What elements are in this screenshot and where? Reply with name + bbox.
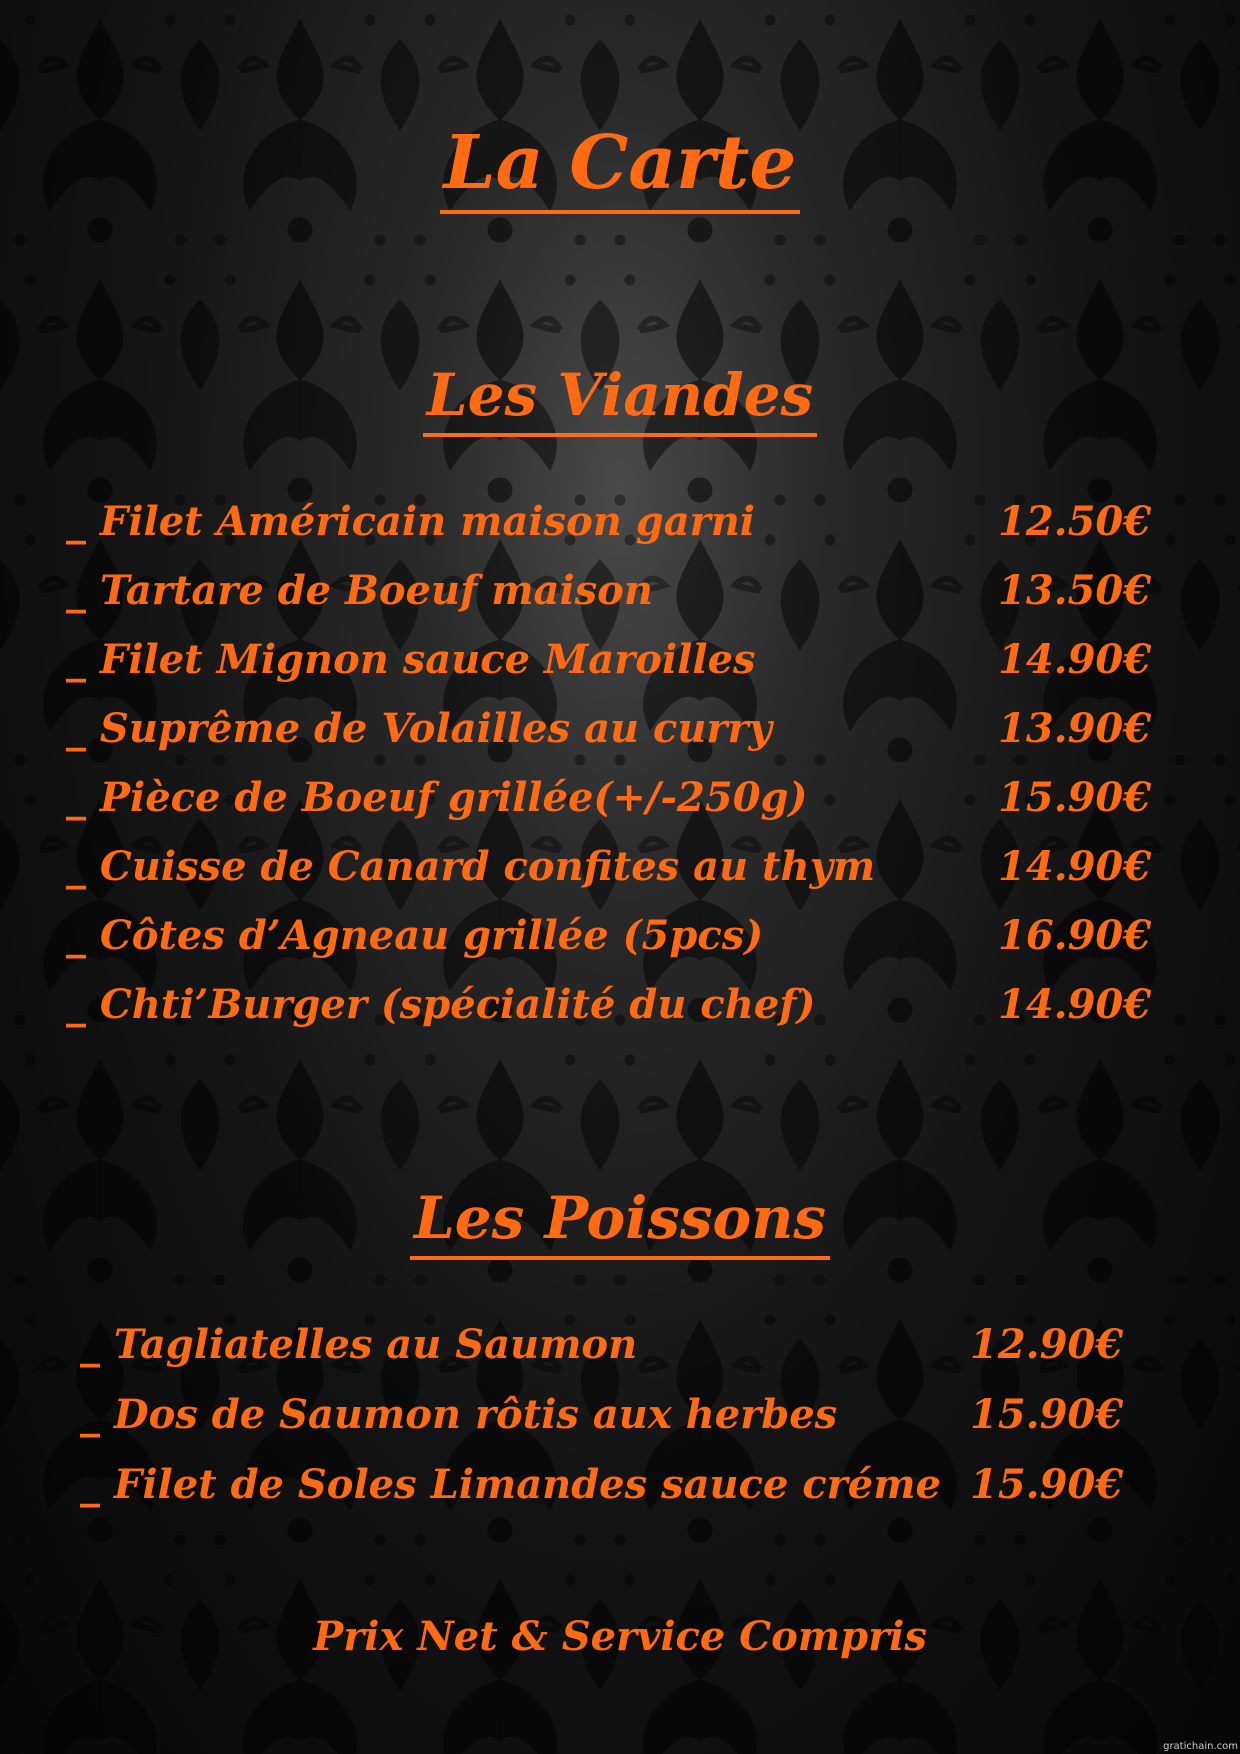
- item-name: _ Cuisse de Canard confites au thym: [66, 843, 876, 890]
- menu-item: [66, 625, 1166, 694]
- menu-item: [80, 1310, 1140, 1380]
- item-name: _ Côtes d’Agneau grillée (5pcs): [66, 912, 764, 959]
- page-title: [0, 118, 1240, 208]
- menu-item: [66, 763, 1166, 832]
- watermark: gratichain.com: [1163, 1741, 1238, 1752]
- item-price: 12.90€: [970, 1321, 1124, 1368]
- menu-item: [80, 1380, 1140, 1450]
- menu-item: [66, 487, 1166, 556]
- menu-list-poissons: [80, 1310, 1140, 1520]
- section-title-poissons: [0, 1183, 1240, 1253]
- item-name: _ Suprême de Volailles au curry: [66, 705, 772, 752]
- menu-item: [66, 832, 1166, 901]
- section-title-viandes: [0, 360, 1240, 430]
- item-name: _ Filet Mignon sauce Maroilles: [66, 636, 756, 683]
- item-price: 15.90€: [998, 774, 1152, 821]
- item-price: 15.90€: [970, 1461, 1124, 1508]
- item-price: 14.90€: [998, 981, 1152, 1028]
- menu-item: [66, 556, 1166, 625]
- item-name: _ Tartare de Boeuf maison: [66, 567, 653, 614]
- menu-item: [66, 694, 1166, 763]
- item-name: _ Filet Américain maison garni: [66, 498, 756, 545]
- item-name: _ Chti’Burger (spécialité du chef): [66, 981, 816, 1028]
- menu-list-viandes: [66, 487, 1166, 1039]
- item-price: 16.90€: [998, 912, 1152, 959]
- page-title-text: La Carte: [440, 120, 801, 214]
- item-price: 14.90€: [998, 843, 1152, 890]
- item-price: 13.90€: [998, 705, 1152, 752]
- item-name: _ Pièce de Boeuf grillée(+/-250g): [66, 774, 808, 821]
- item-name: _ Filet de Soles Limandes sauce créme: [80, 1461, 941, 1508]
- menu-item: [66, 970, 1166, 1039]
- section-title-poissons-text: Les Poissons: [410, 1184, 830, 1260]
- menu-item: [66, 901, 1166, 970]
- item-price: 13.50€: [998, 567, 1152, 614]
- menu-item: [80, 1450, 1140, 1520]
- item-price: 15.90€: [970, 1391, 1124, 1438]
- item-price: 12.50€: [998, 498, 1152, 545]
- footer-note: Prix Net & Service Compris: [313, 1613, 927, 1660]
- item-price: 14.90€: [998, 636, 1152, 683]
- item-name: _ Tagliatelles au Saumon: [80, 1321, 638, 1368]
- item-name: _ Dos de Saumon rôtis aux herbes: [80, 1391, 838, 1438]
- section-title-viandes-text: Les Viandes: [423, 361, 817, 437]
